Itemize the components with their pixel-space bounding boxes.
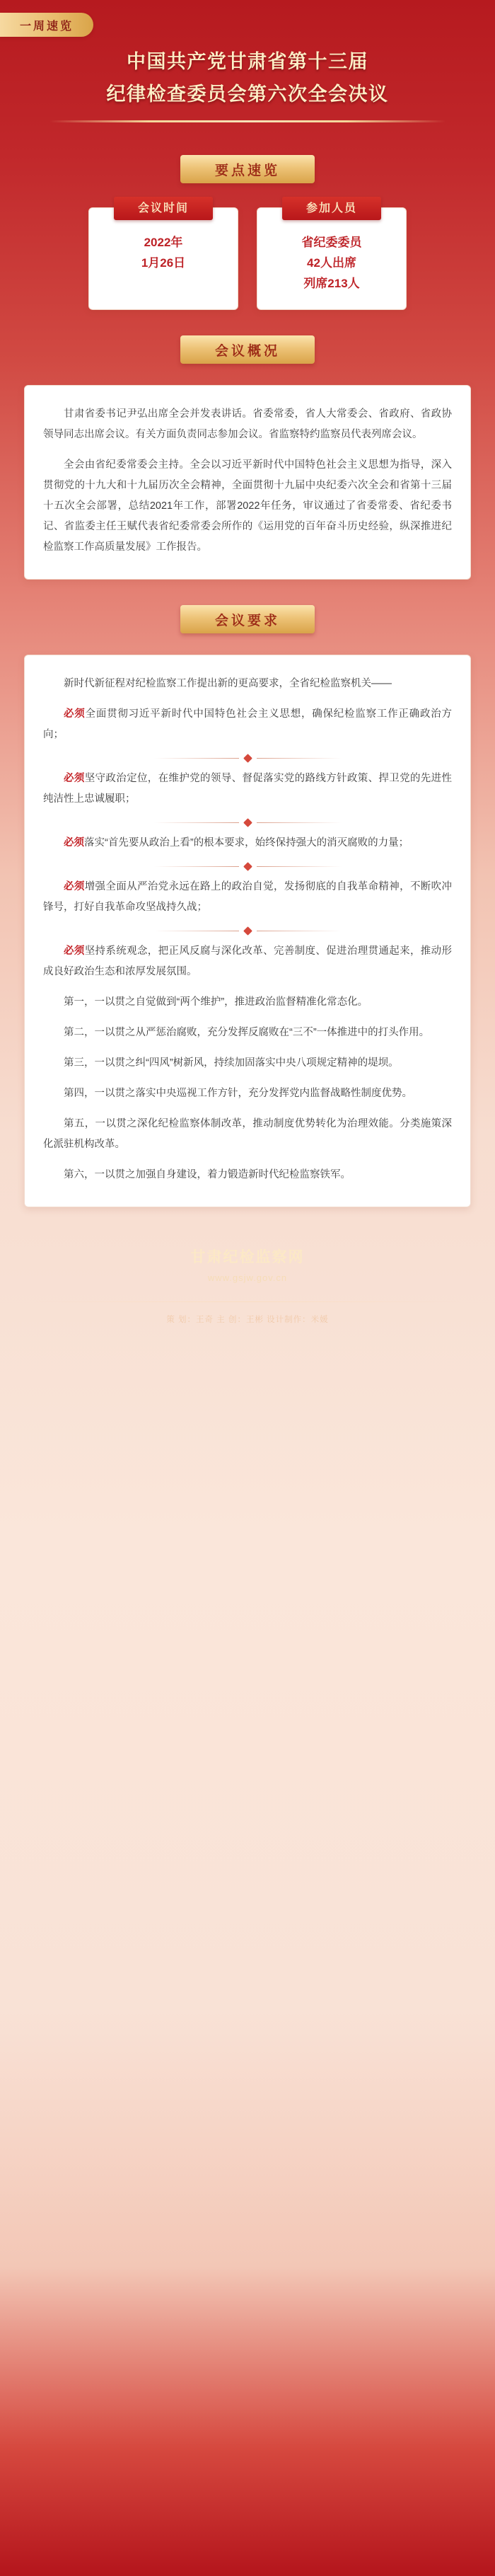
site-name: 甘肃纪检监察网 (190, 1249, 305, 1265)
title-line-1: 中国共产党甘肃省第十三届 (127, 51, 368, 72)
requirement-text: 落实“首先要从政治上看”的根本要求，始终保持强大的消灭腐败的力量； (84, 837, 409, 849)
numbered-item-4: 第四，一以贯之落实中央巡视工作方针，充分发挥党内监督战略性制度优势。 (64, 1088, 412, 1099)
info-card-meeting-time (88, 202, 238, 310)
section-banner-summary (180, 335, 315, 364)
footer-divider (28, 1301, 467, 1302)
participants-line-3: 列席213人 (303, 277, 360, 290)
section-banner-summary-label: 会议概况 (214, 343, 280, 359)
requirements-panel (24, 655, 471, 1207)
meeting-time-date: 1月26日 (141, 256, 186, 270)
divider-bar-left (154, 758, 239, 759)
requirement-text: 坚持系统观念，把正风反腐与深化改革、完善制度、促进治理贯通起来，推动形成良好政治生态和浓厚发展氛围。 (43, 945, 453, 977)
site-url[interactable]: www.gsjw.gov.cn (207, 1272, 288, 1283)
requirement-item-1 (43, 704, 452, 745)
divider-bar-right (257, 758, 342, 759)
requirement-text: 全面贯彻习近平新时代中国特色社会主义思想，确保纪检监察工作正确政治方向； (43, 708, 453, 740)
section-banner-overview-label: 要点速览 (214, 163, 280, 178)
week-review-ribbon (0, 13, 93, 37)
divider-bar-right (257, 822, 342, 823)
info-card-tag: 参加人员 (282, 197, 381, 220)
numbered-item-3: 第三，一以贯之纠“四风”树新风，持续加固落实中央八项规定精神的堤坝。 (64, 1057, 399, 1069)
page-title (28, 45, 467, 110)
divider-bar-right (257, 866, 342, 867)
participants-line-2: 42人出席 (307, 256, 356, 270)
diamond-icon (243, 926, 252, 936)
ornament-divider (43, 863, 452, 870)
meeting-time-year: 2022年 (144, 236, 183, 249)
diamond-icon (243, 754, 252, 763)
numbered-item-6: 第六，一以贯之加强自身建设，着力锻造新时代纪检监察铁军。 (64, 1169, 351, 1180)
info-card-tag: 会议时间 (114, 197, 213, 220)
ribbon-label: 一周速览 (19, 20, 74, 33)
summary-paragraph-2: 全会由省纪委常委会主持。全会以习近平新时代中国特色社会主义思想为指导，深入贯彻党的十九大和十九届历次全会精神，全面贯彻十九届中央纪委六次全会和省第十三届十五次全会部署，总结2021年工作，部署2022年任务，审议通过了省委常委、省纪委书记、省监委主任王赋代表省纪委常委会所作的《运用党的百年奋斗历史经验，纵深推进纪检监察工作高质量发展》工作报告。 (43, 459, 452, 553)
requirement-keyword: 必须 (64, 945, 85, 957)
requirement-item-4 (43, 877, 452, 918)
requirement-item-3 (43, 833, 452, 853)
requirement-text: 坚守政治定位，在维护党的领导、督促落实党的路线方针政策、捍卫党的先进性纯洁性上忠诚履职； (43, 773, 453, 805)
numbered-item-2: 第二，一以贯之从严惩治腐败，充分发挥反腐败在“三不”一体推进中的打头作用。 (64, 1027, 430, 1038)
requirement-keyword: 必须 (64, 708, 86, 720)
participants-line-1: 省纪委委员 (301, 236, 362, 249)
info-card-participants (257, 202, 407, 310)
summary-panel (24, 385, 471, 580)
diamond-icon (243, 862, 252, 871)
numbered-item-1: 第一，一以贯之自觉做到“两个维护”，推进政治监督精准化常态化。 (64, 996, 368, 1008)
section-banner-overview (180, 155, 315, 183)
requirement-text: 增强全面从严治党永远在路上的政治自觉，发扬彻底的自我革命精神，不断吹冲锋号，打好自我革命攻坚战持久战； (43, 881, 453, 913)
ornament-divider (43, 820, 452, 826)
requirement-item-5 (43, 941, 452, 982)
section-banner-requirements (180, 605, 315, 633)
summary-paragraph-1: 甘肃省委书记尹弘出席全会并发表讲话。省委常委，省人大常委会、省政府、省政协领导同志出席会议。有关方面负责同志参加会议。省监察特约监察员代表列席会议。 (43, 408, 452, 440)
requirement-keyword: 必须 (64, 881, 85, 892)
requirement-keyword: 必须 (64, 837, 84, 849)
requirement-item-2 (43, 769, 452, 810)
title-divider (50, 120, 446, 122)
credits-line: 策 划：王奇 主 创：王彬 设计制作：米媛 (166, 1316, 329, 1324)
requirements-intro: 新时代新征程对纪检监察工作提出新的更高要求，全省纪检监察机关—— (64, 678, 392, 689)
info-card-row (0, 202, 495, 310)
ornament-divider (43, 928, 452, 934)
ornament-divider (43, 755, 452, 761)
divider-bar-left (154, 866, 239, 867)
title-line-2: 纪律检查委员会第六次全会决议 (106, 84, 389, 105)
divider-bar-left (154, 822, 239, 823)
section-banner-requirements-label: 会议要求 (214, 613, 280, 628)
requirement-keyword: 必须 (64, 773, 85, 784)
poster-footer (0, 1246, 495, 1346)
numbered-item-5: 第五，一以贯之深化纪检监察体制改革，推动制度优势转化为治理效能。分类施策深化派驻机构改革。 (43, 1118, 452, 1150)
diamond-icon (243, 818, 252, 827)
